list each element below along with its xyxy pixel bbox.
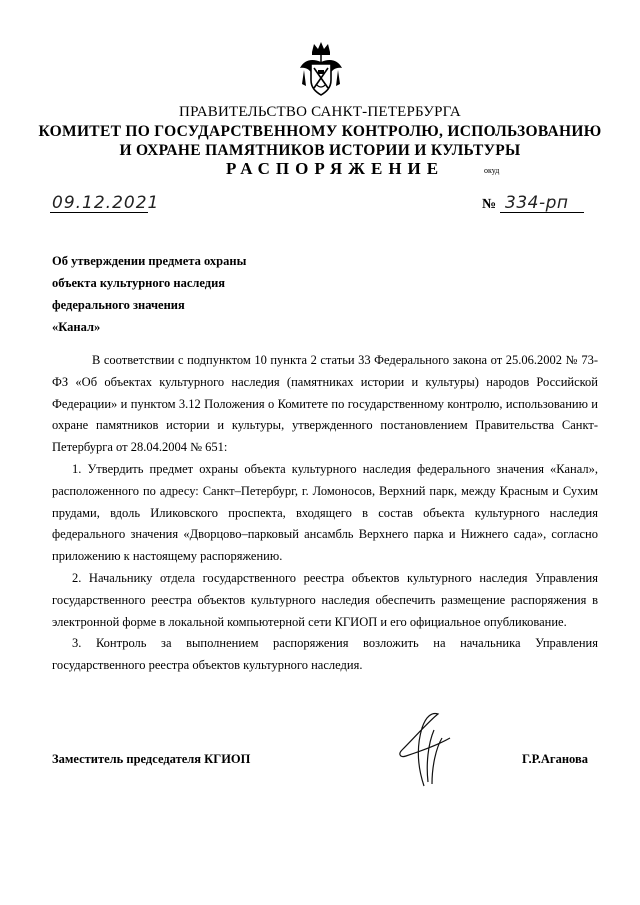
document-number: 334-рп (505, 193, 569, 213)
government-title: ПРАВИТЕЛЬСТВО САНКТ-ПЕТЕРБУРГА (179, 104, 461, 120)
document-date: 09.12.2021 (52, 193, 160, 213)
subject-line1: Об утверждении предмета охраны (52, 254, 247, 268)
committee-title-line1: КОМИТЕТ ПО ГОСУДАРСТВЕННОМУ КОНТРОЛЮ, ИСПОЛЬЗОВАНИЮ (38, 123, 602, 140)
signatory-position: Заместитель председателя КГИОП (52, 752, 251, 766)
item-2-paragraph: 2. Начальнику отдела государственного реестра объектов культурного наследия Управления государственного реестра объектов культурного наследия обеспечить размещение распоряжения в электронной форме в локальной компьютерной сети КГИОП и его официальное опубликование. (52, 570, 598, 629)
number-underline (500, 212, 584, 213)
preamble-paragraph: В соответствии с подпунктом 10 пункта 2 статьи 33 Федерального закона от 25.06.2002 № 73-ФЗ «Об объектах культурного наследия (памятниках истории и культуры) народов Российской Федерации» и пунктом 3.12 Положения о Комитете по государственному контролю, использованию и охране памятников истории и культуры, утвержденного постановлением Правительства Санкт-Петербурга от 28.04.2004 № 651: (52, 353, 598, 455)
handwritten-signature (388, 708, 468, 788)
committee-title-line2: И ОХРАНЕ ПАМЯТНИКОВ ИСТОРИИ И КУЛЬТУРЫ (119, 142, 521, 159)
number-label: № (482, 197, 497, 212)
document-type: РАСПОРЯЖЕНИЕ (226, 159, 445, 178)
subject-line3: федерального значения (52, 298, 185, 312)
subject-line4: «Канал» (52, 320, 101, 334)
item-1-paragraph: 1. Утвердить предмет охраны объекта культурного наследия федерального значения «Канал», расположенного по адресу: Санкт–Петербург, г. Ломоносов, Верхний парк, между Красным и Сухим прудами, вдоль Иликовского проспекта, входящего в состав объекта культурного наследия федерального значения «Дворцово–парковый ансамбль Верхнего парка и Нижнего сада», согласно приложению к настоящему распоряжению. (52, 461, 598, 564)
date-underline (50, 212, 148, 213)
saint-petersburg-coat-of-arms-icon (298, 40, 344, 98)
subject-line2: объекта культурного наследия (52, 276, 226, 290)
signatory-name: Г.Р.Аганова (522, 752, 588, 766)
okud-label: окуд (484, 166, 500, 175)
item-3-paragraph: 3. Контроль за выполнением распоряжения возложить на начальника Управления государственного реестра объектов культурного наследия. (52, 636, 598, 673)
document-body (52, 350, 598, 677)
